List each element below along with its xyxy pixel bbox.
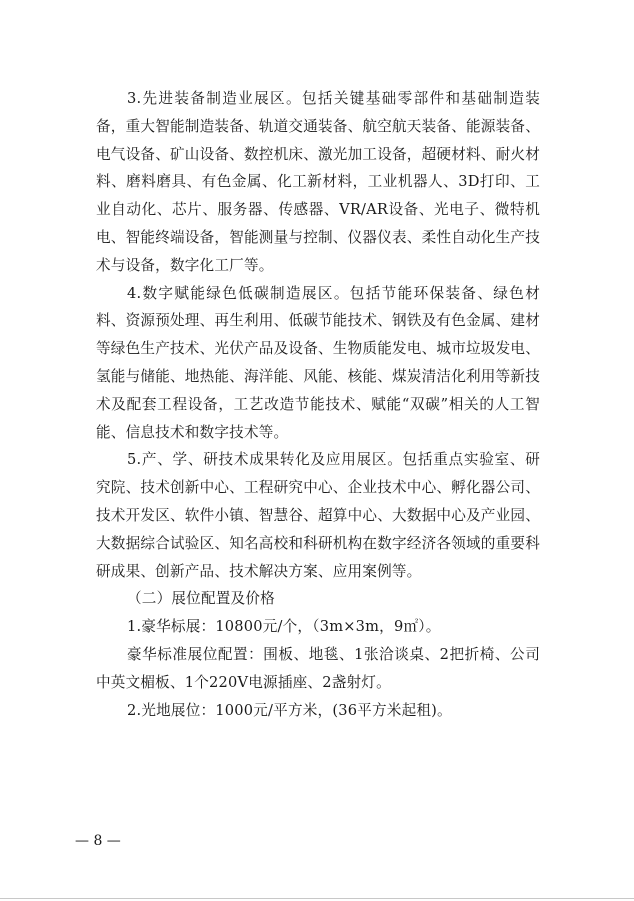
item-luxury-booth-configuration: 豪华标准展位配置：围板、地毯、1张洽谈桌、2把折椅、公司中英文楣板、1个220V电源插座、2盏射灯。 — [96, 645, 540, 691]
paragraph-advanced-manufacturing: 3.先进装备制造业展区。包括关键基础零部件和基础制造装备，重大智能制造装备、轨道交通装备、航空航天装备、能源装备、电气设备、矿山设备、数控机床、激光加工设备，超硬材料、耐火材料、磨料磨具、有色金属、化工新材料，工业机器人、3D打印、工业自动化、芯片、服务器、传感器、VR/AR设备、光电子、微特机电、智能终端设备，智能测量与控制、仪器仪表、柔性自动化生产技术与设备，数字化工厂等。 — [96, 90, 540, 274]
paragraph-research-transfer: 5.产、学、研技术成果转化及应用展区。包括重点实验室、研究院、技术创新中心、工程研究中心、企业技术中心、孵化器公司、技术开发区、软件小镇、智慧谷、超算中心、大数据中心及产业园、大数据综合试验区、知名高校和科研机构在数字经济各领域的重要科研成果、创新产品、技术解决方案、应用案例等。 — [96, 451, 540, 580]
item-luxury-standard-booth: 1.豪华标展：10800元/个，（3m×3m，9㎡）。 — [127, 618, 441, 636]
document-body — [96, 85, 540, 724]
page-number: — 8 — — [75, 833, 121, 849]
page-bottom-divider — [0, 898, 634, 899]
paragraph-green-low-carbon: 4.数字赋能绿色低碳制造展区。包括节能环保装备、绿色材料、资源预处理、再生利用、低碳节能技术、钢铁及有色金属、建材等绿色生产技术、光伏产品及设备、生物质能发电、城市垃圾发电、氢能与储能、地热能、海洋能、风能、核能、煤炭清洁化利用等新技术及配套工程设备，工艺改造节能技术、赋能“双碳”相关的人工智能、信息技术和数字技术等。 — [96, 284, 540, 441]
section-heading-booth-pricing: （二）展位配置及价格 — [127, 590, 275, 608]
item-raw-space-booth: 2.光地展位：1000元/平方米，(36平方米起租)。 — [127, 701, 452, 719]
